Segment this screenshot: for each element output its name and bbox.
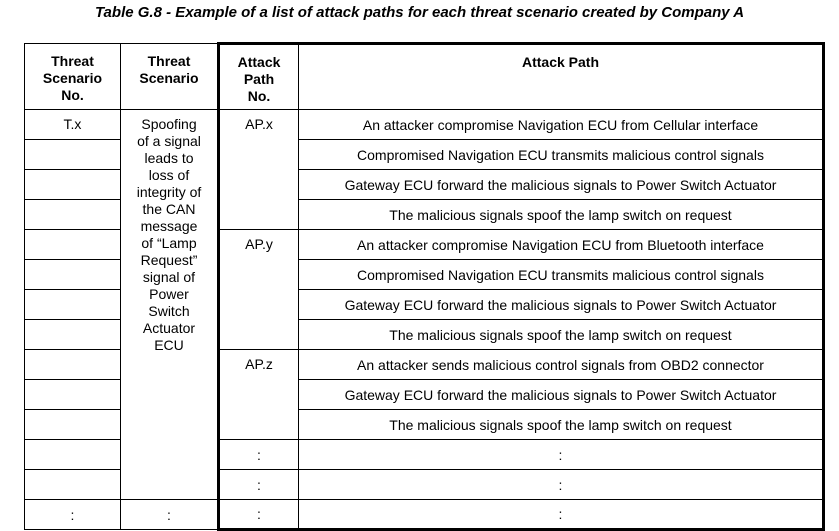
empty-cell bbox=[25, 230, 121, 260]
attack-path-step: An attacker sends malicious control signals from OBD2 connector bbox=[299, 350, 824, 380]
table-row bbox=[25, 110, 824, 140]
ellipsis-cell: : bbox=[219, 440, 299, 470]
empty-cell bbox=[25, 260, 121, 290]
scenario-line: Spoofing bbox=[141, 116, 197, 132]
header-line: Threat bbox=[51, 53, 94, 69]
attack-path-step: Compromised Navigation ECU transmits malicious control signals bbox=[299, 140, 824, 170]
ellipsis-cell: : bbox=[219, 470, 299, 500]
table-caption: Table G.8 - Example of a list of attack paths for each threat scenario created by Company A bbox=[94, 4, 745, 21]
empty-cell bbox=[25, 380, 121, 410]
header-line: Scenario bbox=[139, 70, 199, 86]
header-threat-scenario bbox=[121, 44, 219, 110]
scenario-line: loss of bbox=[148, 167, 190, 183]
header-line: No. bbox=[61, 87, 84, 103]
header-attack-path-no bbox=[219, 44, 299, 110]
header-line: Scenario bbox=[42, 70, 103, 86]
scenario-line: of a signal bbox=[137, 133, 201, 149]
scenario-line: Switch bbox=[148, 303, 190, 319]
empty-cell bbox=[25, 290, 121, 320]
attack-path-step: The malicious signals spoof the lamp switch on request bbox=[299, 200, 824, 230]
empty-cell bbox=[25, 200, 121, 230]
scenario-line: integrity of bbox=[136, 184, 202, 200]
attack-path-step: Compromised Navigation ECU transmits malicious control signals bbox=[299, 260, 824, 290]
empty-cell bbox=[25, 440, 121, 470]
attack-path-step: An attacker compromise Navigation ECU from Bluetooth interface bbox=[299, 230, 824, 260]
scenario-line: Actuator bbox=[142, 320, 196, 336]
attack-path-step: The malicious signals spoof the lamp switch on request bbox=[299, 320, 824, 350]
threat-scenario-cell bbox=[121, 110, 219, 500]
empty-cell bbox=[25, 140, 121, 170]
scenario-line: message bbox=[140, 218, 198, 234]
attack-path-id: AP.x bbox=[219, 110, 299, 230]
attack-path-step: An attacker compromise Navigation ECU from Cellular interface bbox=[299, 110, 824, 140]
scenario-line: leads to bbox=[144, 150, 194, 166]
scenario-line: the CAN bbox=[142, 201, 196, 217]
header-threat-scenario-no bbox=[25, 44, 121, 110]
attack-path-id: AP.z bbox=[219, 350, 299, 440]
ellipsis-cell: : bbox=[219, 500, 299, 530]
ellipsis-cell: : bbox=[299, 500, 824, 530]
ellipsis-cell: : bbox=[299, 440, 824, 470]
attack-path-step: Gateway ECU forward the malicious signals to Power Switch Actuator bbox=[299, 170, 824, 200]
ellipsis-cell: : bbox=[25, 500, 121, 530]
scenario-line: ECU bbox=[154, 337, 184, 353]
ellipsis-cell: : bbox=[299, 470, 824, 500]
table-row bbox=[25, 500, 824, 530]
attack-path-step: The malicious signals spoof the lamp switch on request bbox=[299, 410, 824, 440]
empty-cell bbox=[25, 350, 121, 380]
attack-path-table bbox=[24, 42, 825, 531]
header-line: No. bbox=[247, 88, 271, 104]
attack-path-step: Gateway ECU forward the malicious signals to Power Switch Actuator bbox=[299, 290, 824, 320]
ellipsis-cell: : bbox=[121, 500, 219, 530]
header-line: Threat bbox=[147, 53, 191, 69]
header-row bbox=[25, 44, 824, 110]
header-attack-path: Attack Path bbox=[299, 44, 824, 110]
scenario-line: Request” bbox=[140, 252, 198, 268]
empty-cell bbox=[25, 320, 121, 350]
empty-cell bbox=[25, 170, 121, 200]
threat-scenario-no-cell: T.x bbox=[25, 110, 121, 140]
empty-cell bbox=[25, 410, 121, 440]
header-line: Path bbox=[243, 71, 275, 87]
attack-path-step: Gateway ECU forward the malicious signals to Power Switch Actuator bbox=[299, 380, 824, 410]
empty-cell bbox=[25, 470, 121, 500]
attack-path-id: AP.y bbox=[219, 230, 299, 350]
scenario-line: signal of bbox=[142, 269, 196, 285]
scenario-line: Power bbox=[149, 286, 189, 302]
scenario-line: of “Lamp bbox=[141, 235, 197, 251]
header-line: Attack bbox=[237, 54, 281, 70]
